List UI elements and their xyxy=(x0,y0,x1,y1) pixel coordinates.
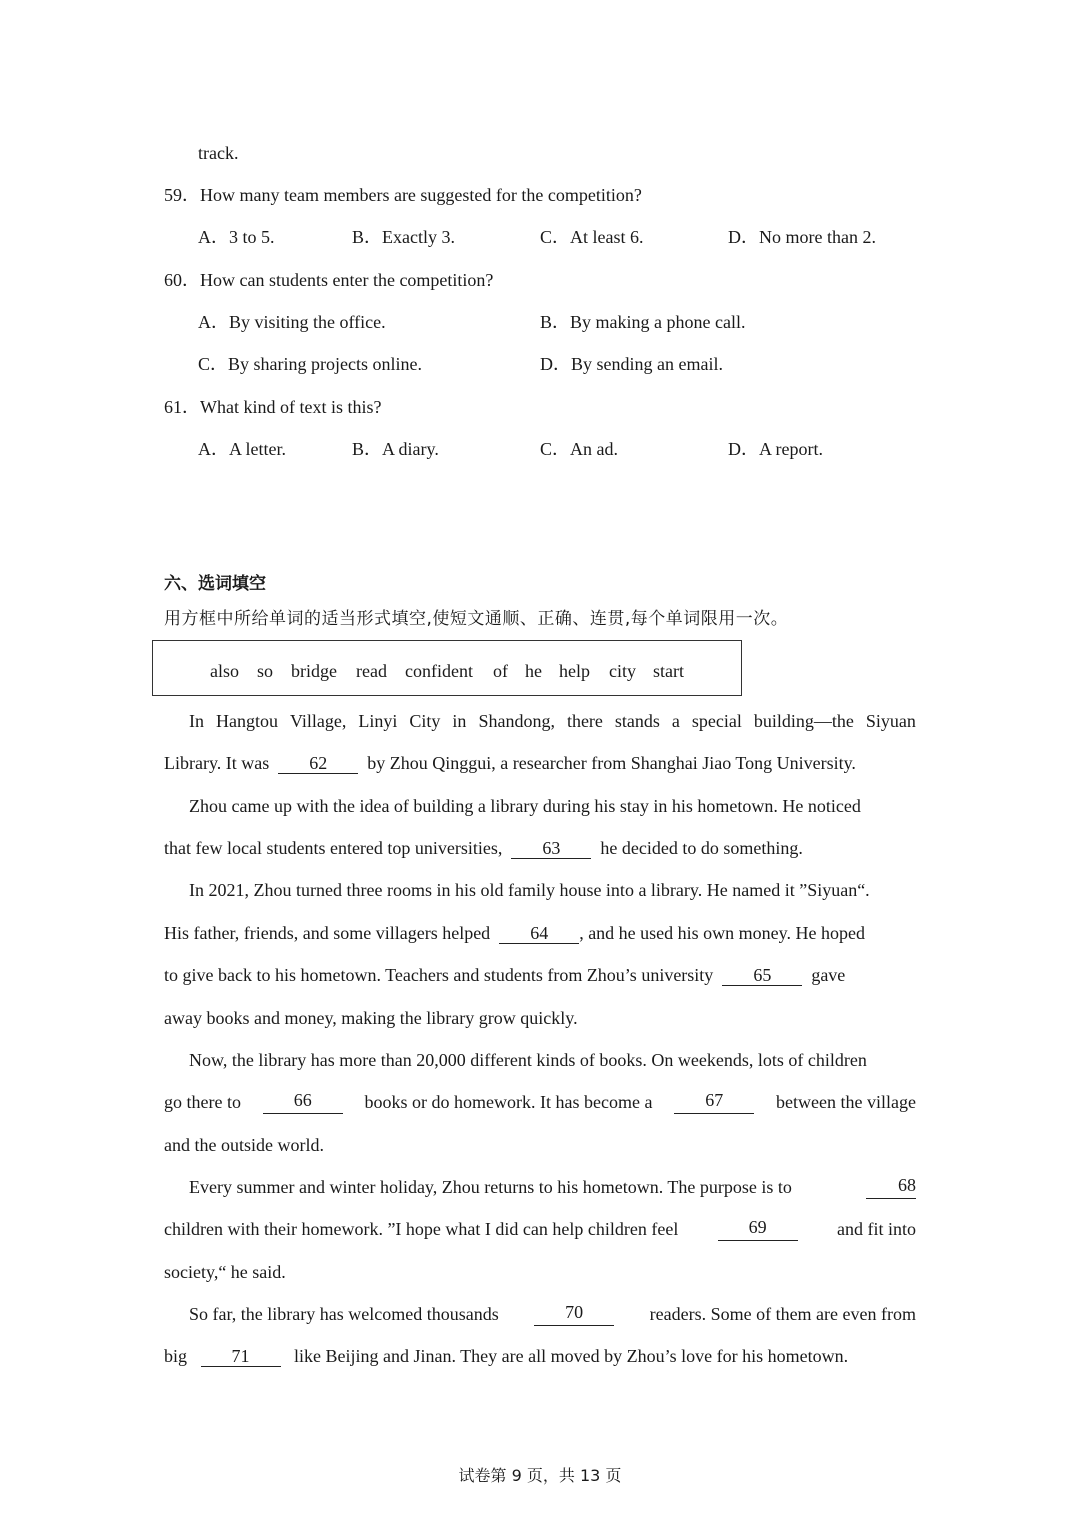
option-61-b: B．A diary. xyxy=(352,439,439,459)
blank-70[interactable]: 70 xyxy=(534,1302,614,1326)
word-item: read xyxy=(356,661,387,681)
option-61-c: C．An ad. xyxy=(540,439,619,459)
blank-71[interactable]: 71 xyxy=(201,1346,281,1367)
question-text: What kind of text is this? xyxy=(200,397,382,417)
option-59-b: B．Exactly 3. xyxy=(352,227,455,247)
option-61-d: D．A report. xyxy=(728,439,823,459)
section-heading: 六、选词填空 xyxy=(164,574,266,594)
option-59-d: D．No more than 2. xyxy=(728,227,876,247)
blank-64[interactable]: 64 xyxy=(499,923,579,944)
page-footer: 试卷第 9 页，共 13 页 xyxy=(458,1466,622,1485)
question-number: 61． xyxy=(164,397,200,417)
question-59 xyxy=(164,183,642,207)
option-60-c: C．By sharing projects online. xyxy=(198,354,422,374)
word-box xyxy=(152,640,742,696)
section-instruction: 用方框中所给单词的适当形式填空,使短文通顺、正确、连贯,每个单词限用一次。 xyxy=(164,609,789,629)
word-item: help xyxy=(559,661,590,681)
option-59-c: C．At least 6. xyxy=(540,227,644,247)
option-60-d: D．By sending an email. xyxy=(540,354,723,374)
word-item: bridge xyxy=(291,661,337,681)
word-item: confident xyxy=(405,661,473,681)
question-text: How can students enter the competition? xyxy=(200,270,494,290)
word-item: so xyxy=(257,661,274,681)
question-text: How many team members are suggested for the competition? xyxy=(200,185,642,205)
option-59-a: A．3 to 5. xyxy=(198,227,275,247)
question-60 xyxy=(164,268,493,292)
option-60-b: B．By making a phone call. xyxy=(540,312,746,332)
blank-66[interactable]: 66 xyxy=(263,1090,343,1114)
blank-69[interactable]: 69 xyxy=(718,1217,798,1241)
word-item: also xyxy=(210,661,239,681)
question-number: 60． xyxy=(164,270,200,290)
word-item: start xyxy=(653,661,684,681)
blank-65[interactable]: 65 xyxy=(722,965,802,986)
word-item: city xyxy=(609,661,636,681)
question-58-tail: track. xyxy=(198,143,239,163)
blank-62[interactable]: 62 xyxy=(278,753,358,774)
question-number: 59． xyxy=(164,185,200,205)
option-61-a: A．A letter. xyxy=(198,439,286,459)
option-60-a: A．By visiting the office. xyxy=(198,312,386,332)
blank-68[interactable]: 68 xyxy=(866,1175,916,1199)
blank-63[interactable]: 63 xyxy=(511,838,591,859)
blank-67[interactable]: 67 xyxy=(674,1090,754,1114)
word-item: he xyxy=(525,661,542,681)
question-61 xyxy=(164,395,381,419)
word-item: of xyxy=(493,661,508,681)
